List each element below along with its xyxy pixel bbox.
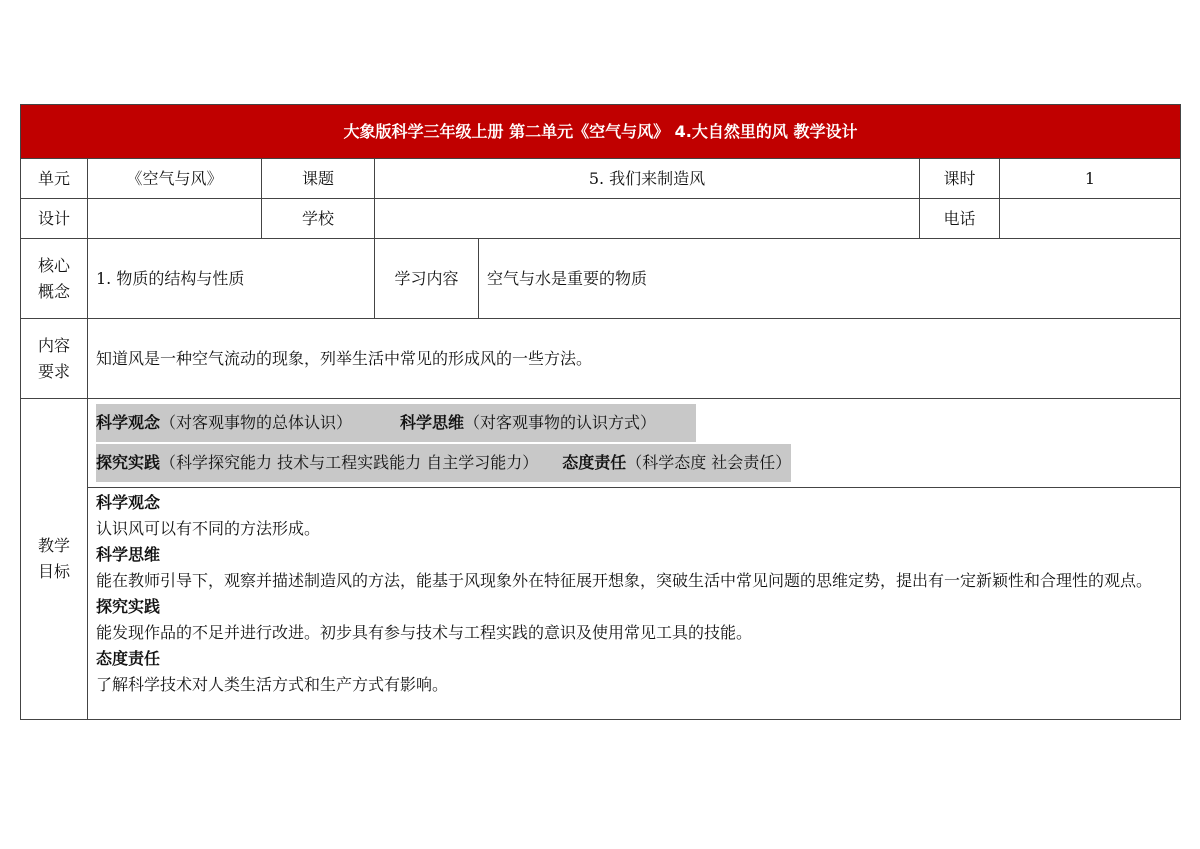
goal-category-highlight-1 <box>96 404 696 442</box>
core-concept-value: 1. 物质的结构与性质 <box>88 239 375 319</box>
goal-category-practice: 探究实践 <box>96 453 161 472</box>
teaching-goals-label-line1: 教学 <box>37 536 70 556</box>
goal-text-attitude: 了解科学技术对人类生活方式和生产方式有影响。 <box>96 675 449 694</box>
learning-content-value: 空气与水是重要的物质 <box>479 239 1181 319</box>
school-label: 学校 <box>262 199 375 239</box>
goal-category-attitude-note: （科学态度 社会责任） <box>626 453 792 472</box>
topic-value: 5. 我们来制造风 <box>375 159 920 199</box>
learning-content-label: 学习内容 <box>375 239 479 319</box>
goal-details <box>88 488 1181 720</box>
lesson-plan-table <box>20 104 1181 720</box>
teaching-goals-label-line2: 目标 <box>37 562 70 581</box>
phone-label: 电话 <box>920 199 1000 239</box>
goal-category-concept-note: （对客观事物的总体认识） <box>160 413 353 432</box>
unit-label: 单元 <box>21 159 88 199</box>
core-concept-label <box>21 239 88 319</box>
content-requirement-label-line2: 要求 <box>37 361 70 381</box>
goal-heading-attitude: 态度责任 <box>96 649 161 668</box>
goal-category-highlight-2 <box>96 444 791 482</box>
goal-text-practice: 能发现作品的不足并进行改进。初步具有参与技术与工程实践的意识及使用常见工具的技能。 <box>96 623 753 642</box>
period-value: 1 <box>1000 159 1181 199</box>
topic-label: 课题 <box>262 159 375 199</box>
goal-category-line-2 <box>96 443 1172 483</box>
design-value <box>88 199 262 239</box>
goal-categories <box>88 399 1181 488</box>
core-concept-label-line1: 核心 <box>37 255 70 275</box>
content-requirement-label-line1: 内容 <box>37 335 70 355</box>
goal-category-practice-note: （科学探究能力 技术与工程实践能力 自主学习能力） <box>160 453 539 472</box>
document-title: 大象版科学三年级上册 第二单元《空气与风》 4.大自然里的风 教学设计 <box>21 105 1181 159</box>
goal-text-concept: 认识风可以有不同的方法形成。 <box>96 519 321 538</box>
goal-heading-thinking: 科学思维 <box>96 545 161 564</box>
school-value <box>375 199 920 239</box>
goal-heading-practice: 探究实践 <box>96 597 161 616</box>
goal-category-thinking: 科学思维 <box>400 413 465 432</box>
goal-text-thinking: 能在教师引导下，观察并描述制造风的方法，能基于风现象外在特征展开想象，突破生活中常见问题的思维定势，提出有一定新颖性和合理性的观点。 <box>96 571 1153 590</box>
goal-category-thinking-note: （对客观事物的认识方式） <box>464 413 657 432</box>
design-label: 设计 <box>21 199 88 239</box>
unit-value: 《空气与风》 <box>88 159 262 199</box>
content-requirement-text: 知道风是一种空气流动的现象，列举生活中常见的形成风的一些方法。 <box>88 319 1181 399</box>
core-concept-label-line2: 概念 <box>37 281 70 301</box>
goal-category-attitude: 态度责任 <box>562 453 627 472</box>
goal-heading-concept: 科学观念 <box>96 493 161 512</box>
phone-value <box>1000 199 1181 239</box>
goal-category-line-1 <box>96 403 1172 443</box>
content-requirement-label <box>21 319 88 399</box>
period-label: 课时 <box>920 159 1000 199</box>
teaching-goals-label <box>21 399 88 720</box>
goal-category-concept: 科学观念 <box>96 413 161 432</box>
